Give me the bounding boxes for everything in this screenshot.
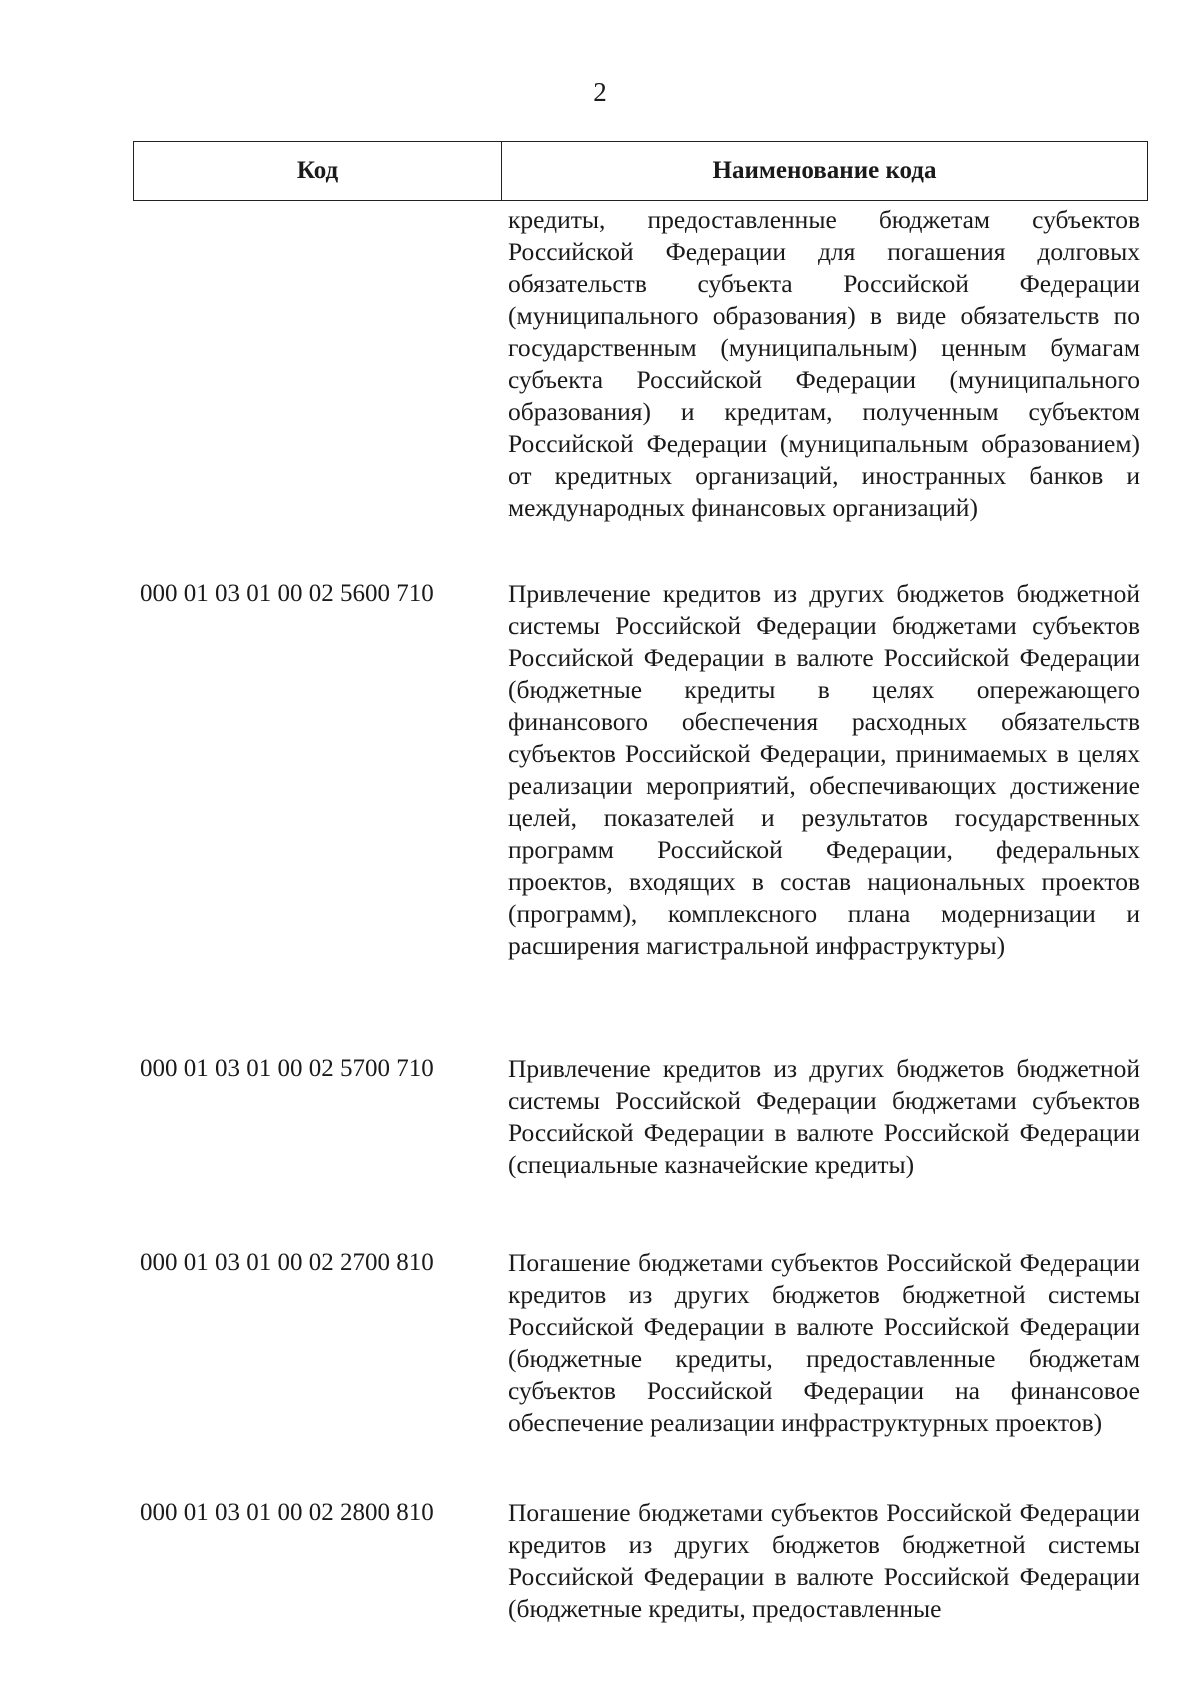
page-number: 2 (593, 77, 607, 107)
row-name: Погашение бюджетами субъектов Российской Федерации кредитов из других бюджетов бюджетной системы Российской Федерации в валюте Российской Федерации (бюджетные кредиты, предоставленные бюджетам субъектов Российской Федерации на финансовое обеспечение реализации инфраструктурных проектов) (508, 1248, 1140, 1437)
row-name: Погашение бюджетами субъектов Российской Федерации кредитов из других бюджетов бюджетной системы Российской Федерации в валюте Российской Федерации (бюджетные кредиты, предоставленные (508, 1498, 1140, 1623)
row-name: Привлечение кредитов из других бюджетов бюджетной системы Российской Федерации бюджетами субъектов Российской Федерации в валюте Российской Федерации (бюджетные кредиты в целях опережающего финансового обеспечения расходных обязательств субъектов Российской Федерации, принимаемых в целях реализации мероприятий, обеспечивающих достижение целей, показателей и результатов государственных программ Российской Федерации, федеральных проектов, входящих в состав национальных проектов (программ), комплексного плана модернизации и расширения магистральной инфраструктуры) (508, 579, 1140, 960)
table-header (133, 141, 1148, 201)
header-code-column: Код (134, 142, 502, 200)
row-code: 000 01 03 01 00 02 5600 710 (140, 580, 434, 607)
row-code: 000 01 03 01 00 02 2800 810 (140, 1499, 434, 1526)
row-name: Привлечение кредитов из других бюджетов бюджетной системы Российской Федерации бюджетами субъектов Российской Федерации в валюте Российской Федерации (специальные казначейские кредиты) (508, 1054, 1140, 1179)
row-code: 000 01 03 01 00 02 5700 710 (140, 1055, 434, 1082)
continuation-text: кредиты, предоставленные бюджетам субъектов Российской Федерации для погашения долговых обязательств субъекта Российской Федерации (муниципального образования) в виде обязательств по государственным (муниципальным) ценным бумагам субъекта Российской Федерации (муниципального образования) и кредитам, полученным субъектом Российской Федерации (муниципальным образованием) от кредитных организаций, иностранных банков и международных финансовых организаций) (508, 205, 1140, 522)
row-code: 000 01 03 01 00 02 2700 810 (140, 1249, 434, 1276)
header-name-column: Наименование кода (712, 157, 937, 184)
